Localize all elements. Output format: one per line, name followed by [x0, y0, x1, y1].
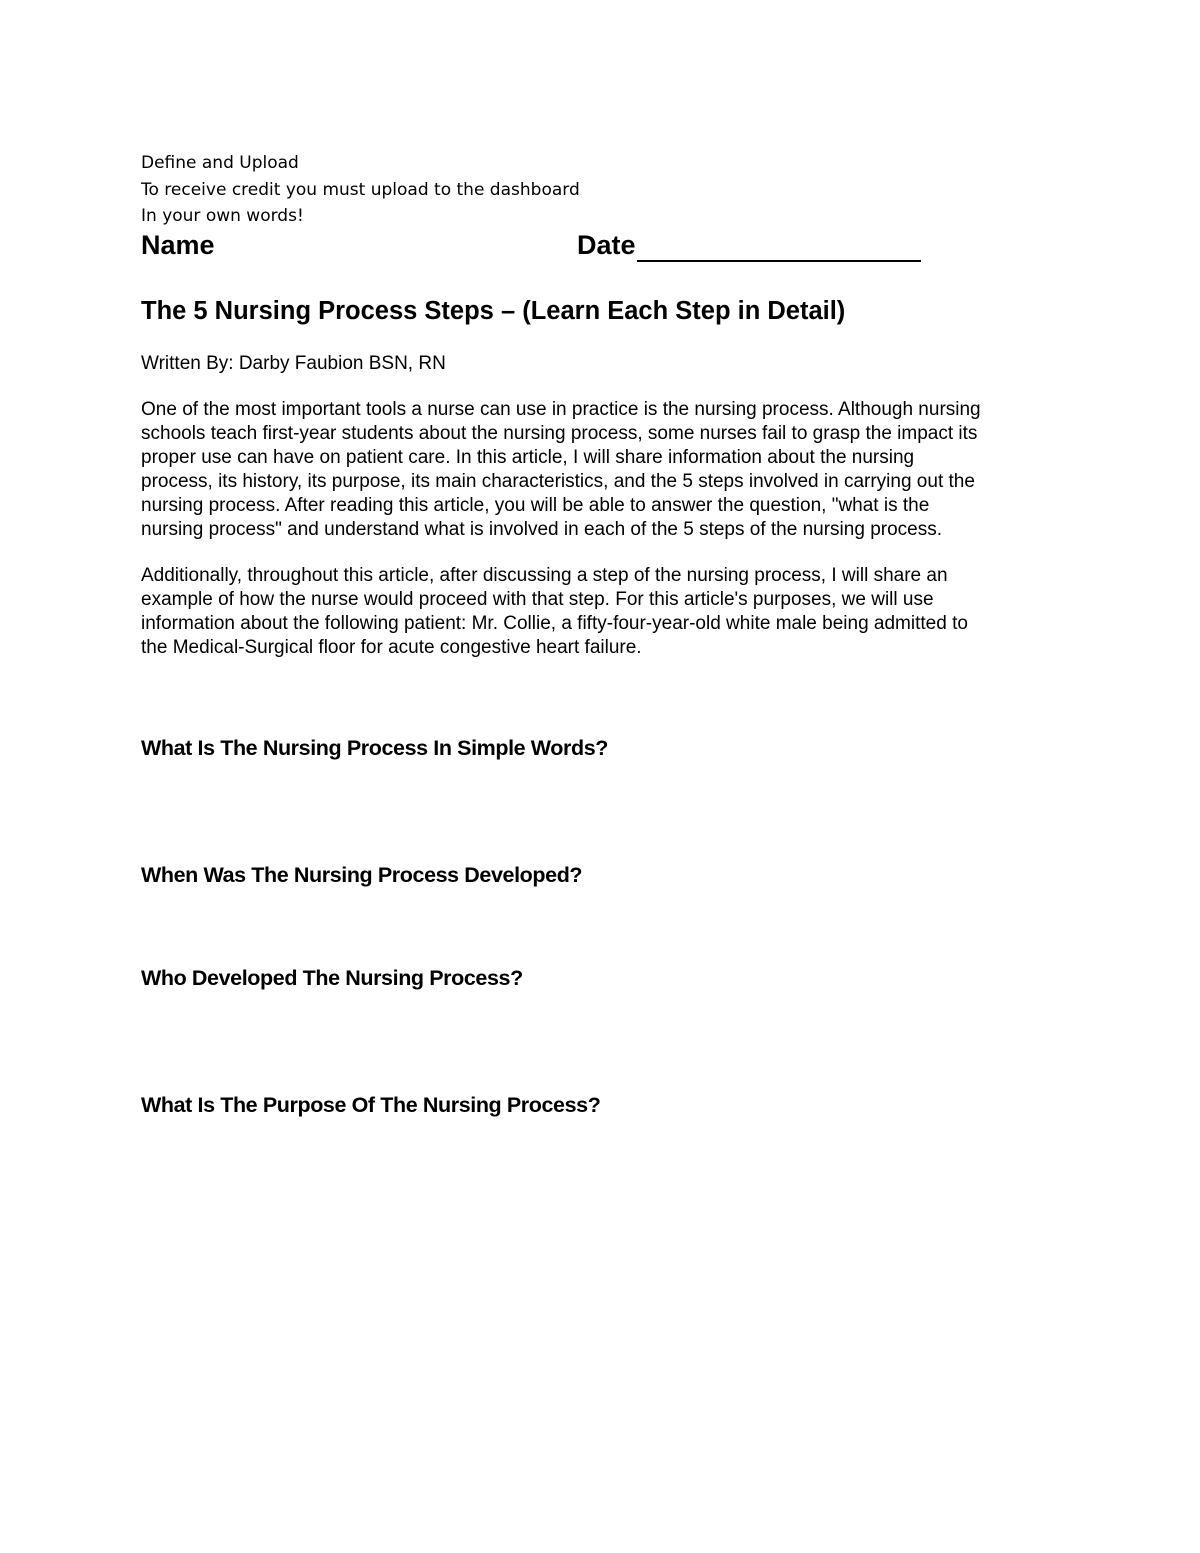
- article-byline: Written By: Darby Faubion BSN, RN: [141, 353, 446, 374]
- instruction-define-upload: Define and Upload: [141, 153, 299, 173]
- paragraph-line: schools teach first-year students about the nursing process, some nurses fail to grasp the impact its: [141, 423, 978, 444]
- article-paragraph-1: [141, 398, 1081, 542]
- article-paragraph-2: [141, 564, 1081, 660]
- date-blank-line: [637, 230, 921, 262]
- paragraph-line: proper use can have on patient care. In this article, I will share information about the nursing: [141, 447, 915, 468]
- article-title: The 5 Nursing Process Steps – (Learn Each Step in Detail): [141, 297, 846, 325]
- instruction-receive-credit: To receive credit you must upload to the dashboard: [141, 180, 580, 200]
- paragraph-line: information about the following patient: Mr. Collie, a fifty-four-year-old white male being admitted to: [141, 613, 968, 634]
- question-heading-who-developed: Who Developed The Nursing Process?: [141, 966, 523, 990]
- question-heading-purpose: What Is The Purpose Of The Nursing Process?: [141, 1093, 601, 1117]
- paragraph-line: One of the most important tools a nurse can use in practice is the nursing process. Although nursing: [141, 399, 981, 420]
- question-heading-when-developed: When Was The Nursing Process Developed?: [141, 863, 583, 887]
- paragraph-line: nursing process. After reading this article, you will be able to answer the question, "what is the: [141, 495, 930, 516]
- paragraph-line: Additionally, throughout this article, after discussing a step of the nursing process, I will share an: [141, 565, 948, 586]
- date-label: Date: [577, 230, 636, 260]
- paragraph-line: process, its history, its purpose, its main characteristics, and the 5 steps involved in carrying out the: [141, 471, 975, 492]
- name-label: Name: [141, 230, 215, 260]
- question-heading-simple-words: What Is The Nursing Process In Simple Words?: [141, 736, 609, 760]
- instruction-own-words: In your own words!: [141, 206, 304, 226]
- paragraph-line: example of how the nurse would proceed with that step. For this article's purposes, we will use: [141, 589, 934, 610]
- date-field: [577, 228, 921, 262]
- paragraph-line: the Medical-Surgical floor for acute congestive heart failure.: [141, 637, 642, 658]
- paragraph-line: nursing process" and understand what is involved in each of the 5 steps of the nursing process.: [141, 519, 942, 540]
